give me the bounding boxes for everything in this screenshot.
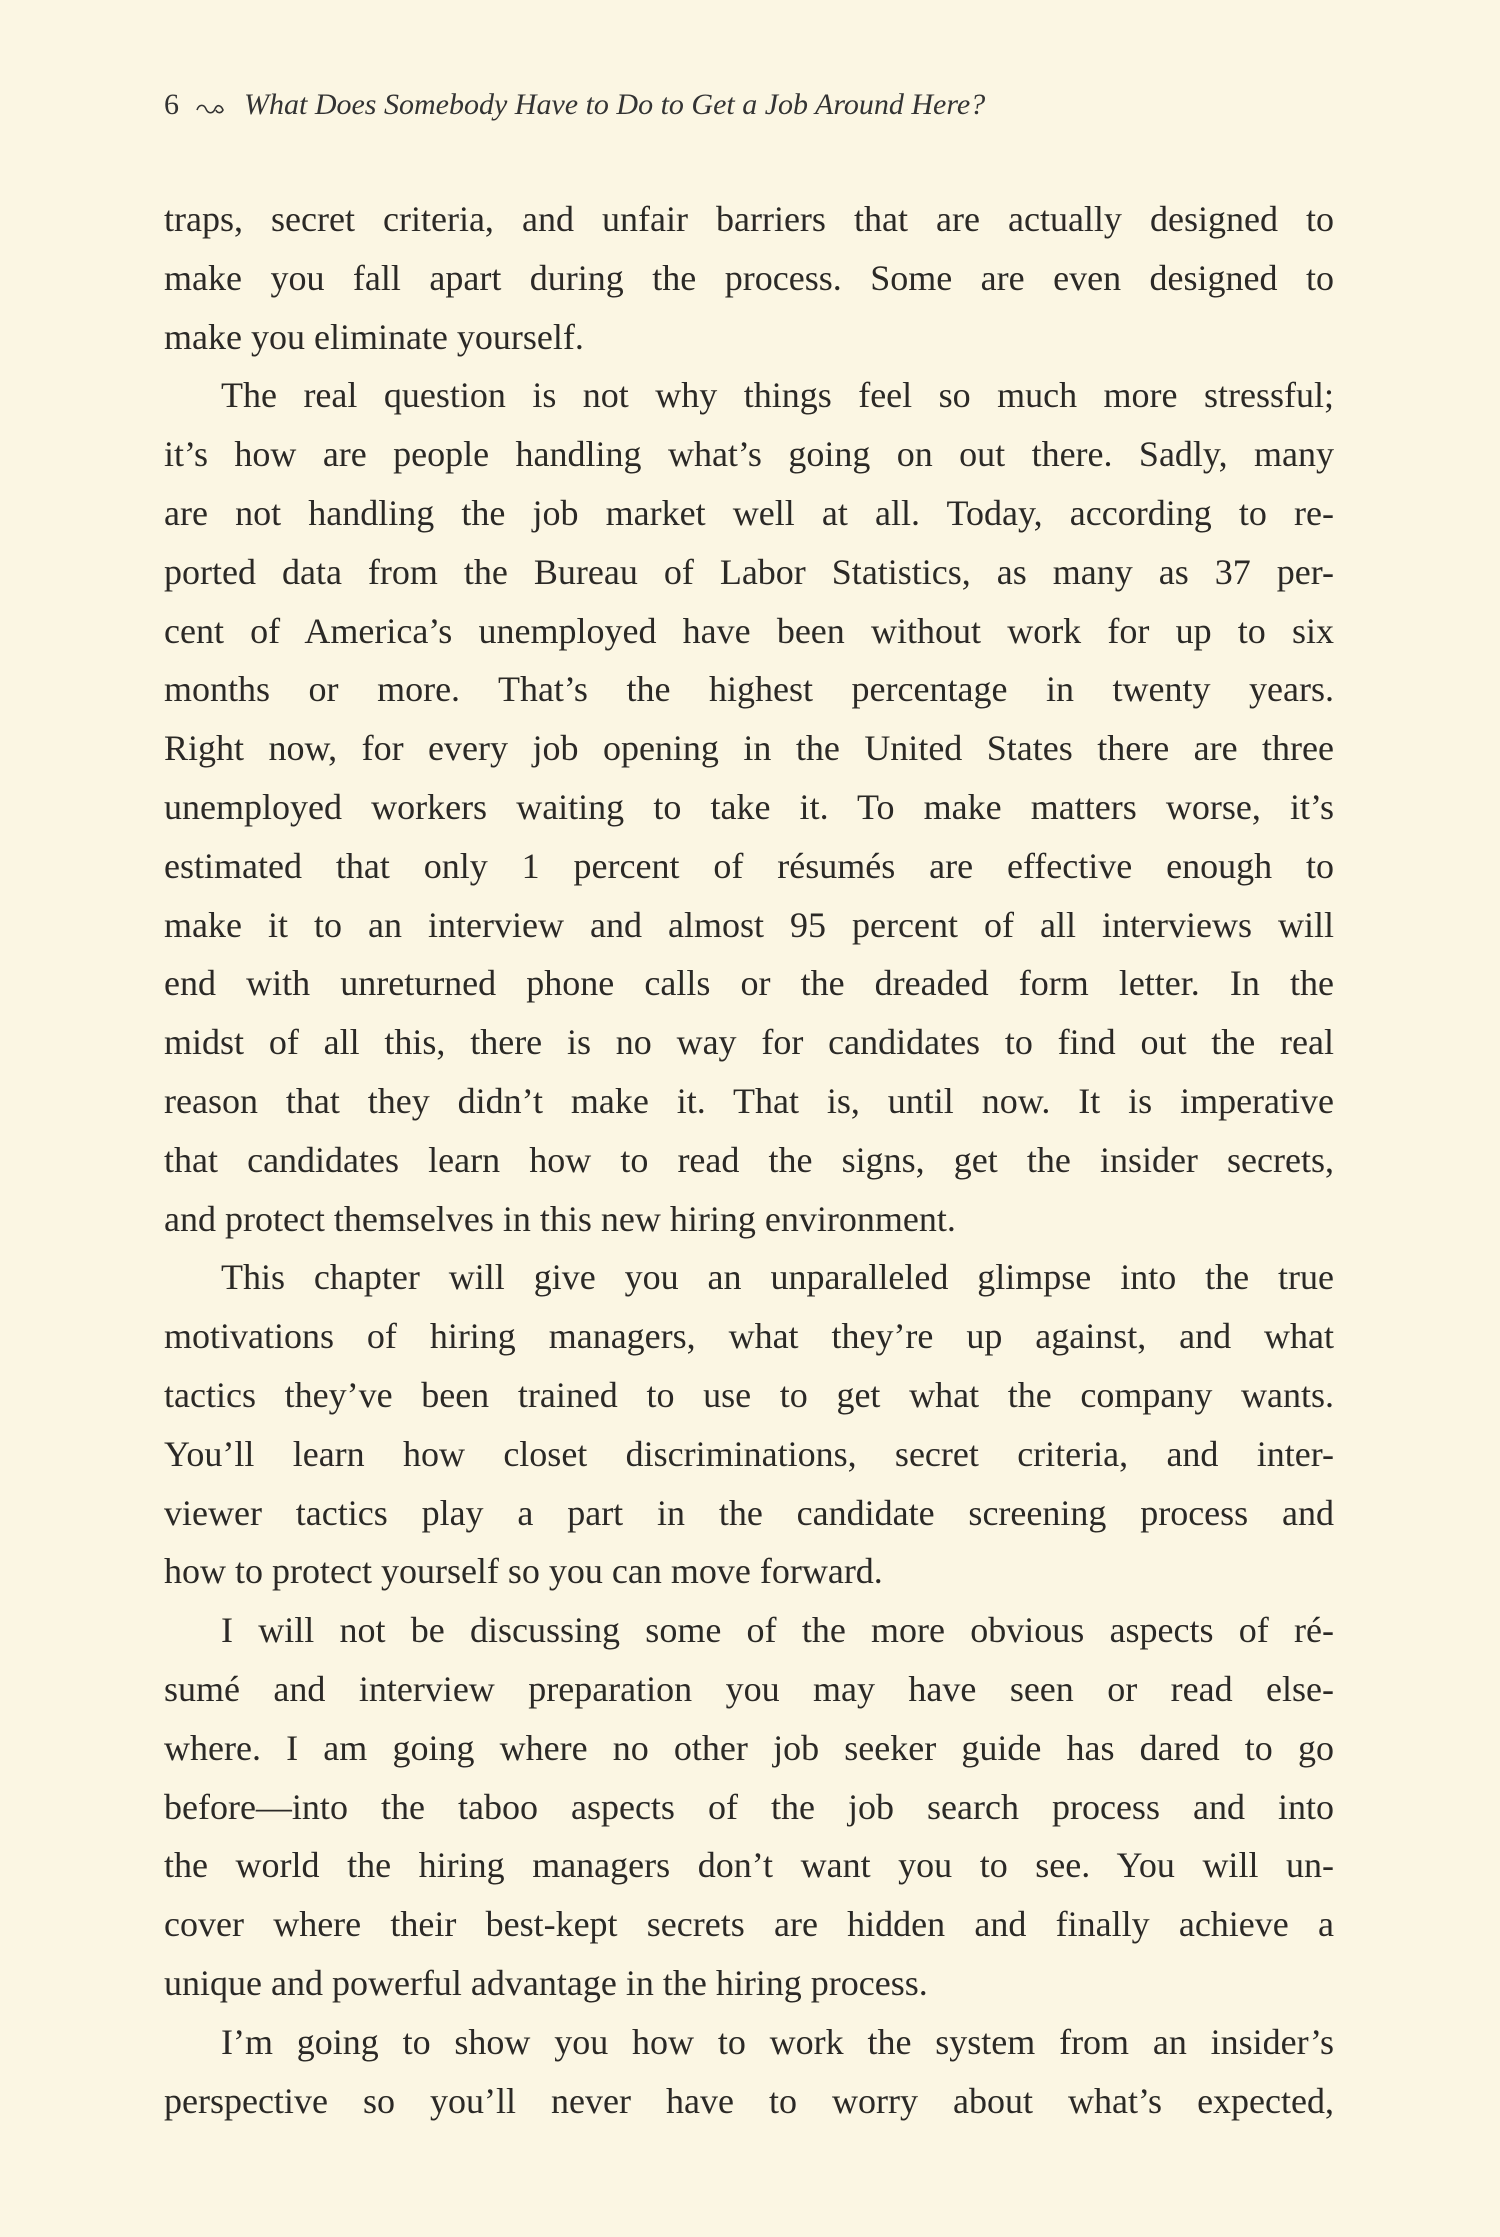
body-text xyxy=(164,190,1334,2130)
text-line: unique and powerful advantage in the hiring process. xyxy=(164,1962,928,2003)
text-line: I will not be discussing some of the more obvious aspects of ré- xyxy=(221,1610,1334,1651)
text-line: months or more. That’s the highest percentage in twenty years. xyxy=(164,669,1334,710)
text-line: tactics they’ve been trained to use to get what the company wants. xyxy=(164,1374,1334,1415)
text-line: it’s how are people handling what’s going on out there. Sadly, many xyxy=(164,434,1334,475)
paragraph xyxy=(164,1248,1334,1601)
text-line: how to protect yourself so you can move forward. xyxy=(164,1551,883,1592)
text-line: perspective so you’ll never have to worry about what’s expected, xyxy=(164,2080,1334,2121)
text-line: make it to an interview and almost 95 percent of all interviews will xyxy=(164,904,1334,945)
running-title: What Does Somebody Have to Do to Get a Job Around Here? xyxy=(244,88,986,121)
text-line: and protect themselves in this new hiring environment. xyxy=(164,1198,956,1239)
text-line: that candidates learn how to read the signs, get the insider secrets, xyxy=(164,1139,1334,1180)
text-line: make you eliminate yourself. xyxy=(164,316,584,357)
text-line: unemployed workers waiting to take it. To make matters worse, it’s xyxy=(164,786,1334,827)
text-line: viewer tactics play a part in the candidate screening process and xyxy=(164,1492,1334,1533)
text-line: motivations of hiring managers, what they’re up against, and what xyxy=(164,1316,1334,1357)
text-line: are not handling the job market well at all. Today, according to re- xyxy=(164,492,1334,533)
paragraph xyxy=(164,190,1334,366)
swash-ornament-icon xyxy=(195,90,225,124)
text-line: ported data from the Bureau of Labor Statistics, as many as 37 per- xyxy=(164,551,1334,592)
text-line: Right now, for every job opening in the United States there are three xyxy=(164,728,1334,769)
text-line: before—into the taboo aspects of the job search process and into xyxy=(164,1786,1334,1827)
running-header xyxy=(164,88,985,124)
text-line: cent of America’s unemployed have been without work for up to six xyxy=(164,610,1334,651)
text-line: The real question is not why things feel so much more stressful; xyxy=(221,375,1334,416)
text-line: traps, secret criteria, and unfair barriers that are actually designed to xyxy=(164,199,1334,239)
page-number: 6 xyxy=(164,88,179,121)
text-line: where. I am going where no other job seeker guide has dared to go xyxy=(164,1727,1334,1768)
text-line: This chapter will give you an unparalleled glimpse into the true xyxy=(221,1257,1334,1298)
text-line: midst of all this, there is no way for candidates to find out the real xyxy=(164,1022,1334,1063)
paragraph xyxy=(164,366,1334,1248)
paragraph xyxy=(164,1601,1334,2013)
text-line: sumé and interview preparation you may have seen or read else- xyxy=(164,1668,1334,1709)
text-line: estimated that only 1 percent of résumés are effective enough to xyxy=(164,845,1334,886)
text-line: I’m going to show you how to work the system from an insider’s xyxy=(221,2021,1334,2062)
text-line: the world the hiring managers don’t want you to see. You will un- xyxy=(164,1845,1334,1886)
text-line: reason that they didn’t make it. That is, until now. It is imperative xyxy=(164,1080,1334,1121)
text-line: You’ll learn how closet discriminations, secret criteria, and inter- xyxy=(164,1433,1334,1474)
text-line: cover where their best-kept secrets are hidden and finally achieve a xyxy=(164,1904,1334,1945)
paragraph xyxy=(164,2013,1334,2131)
text-line: make you fall apart during the process. Some are even designed to xyxy=(164,257,1334,298)
text-line: end with unreturned phone calls or the dreaded form letter. In the xyxy=(164,963,1334,1004)
